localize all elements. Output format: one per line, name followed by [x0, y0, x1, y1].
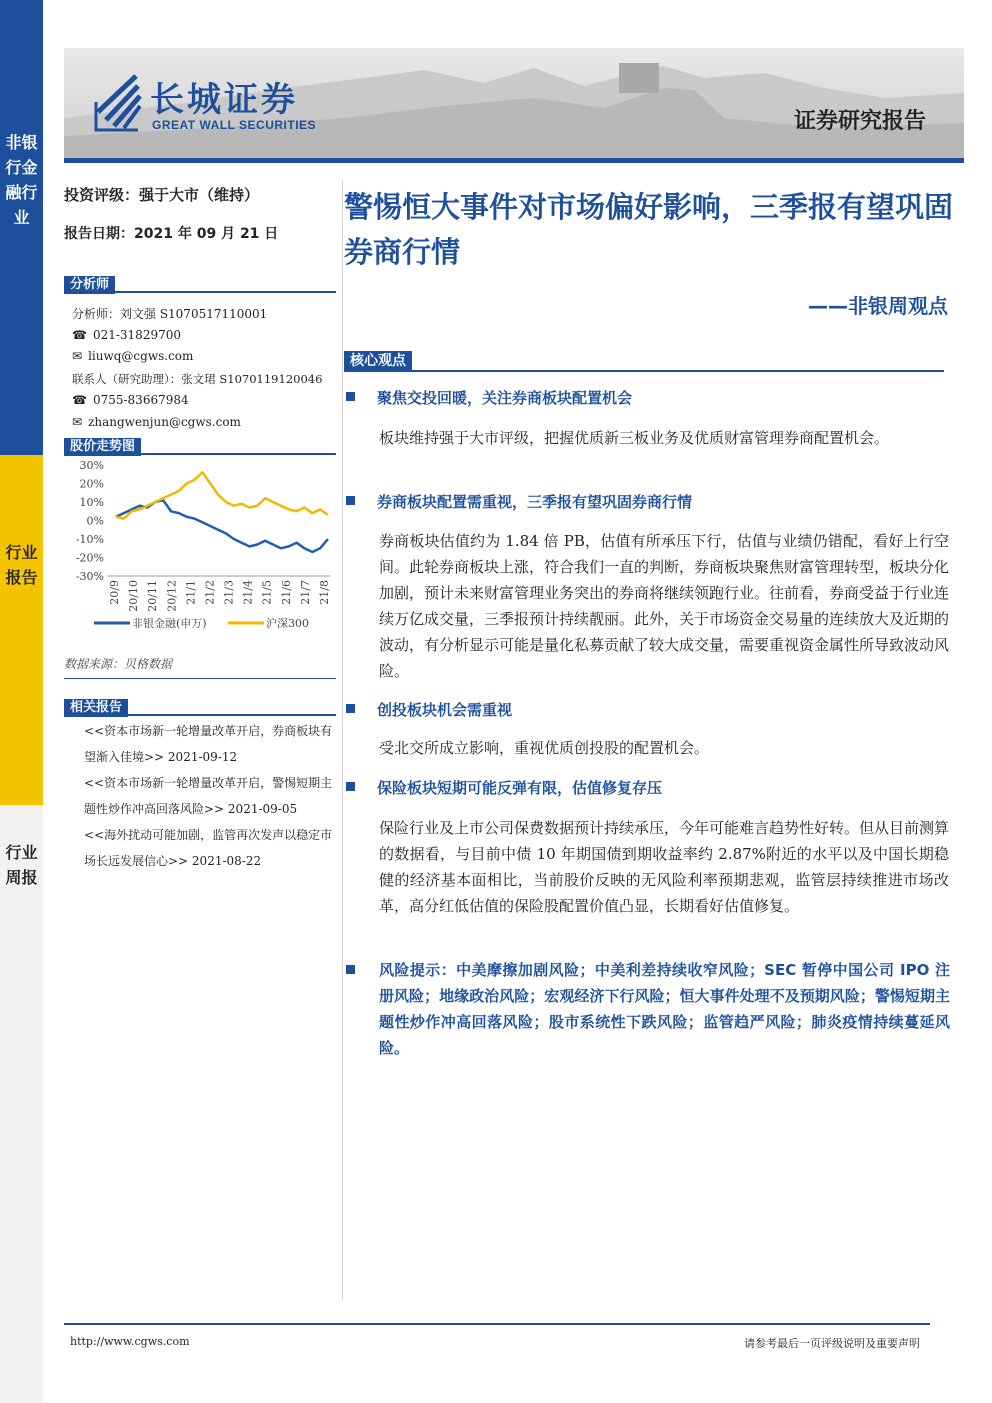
section-4-heading: 保险板块短期可能反弹有限，估值修复存压	[346, 775, 950, 801]
series-line-1	[116, 500, 328, 552]
series-line-2	[116, 472, 328, 518]
stock-price-chart	[64, 455, 336, 633]
y-tick-label: -20%	[75, 551, 104, 565]
section-2-heading: 券商板块配置需重视，三季报有望巩固券商行情	[346, 489, 950, 515]
y-tick-label: 0%	[86, 514, 104, 528]
bullet-square-icon	[346, 965, 355, 974]
analyst-email[interactable]: ✉ liuwq@cgws.com	[72, 349, 194, 363]
chart-source-divider	[64, 678, 336, 679]
section-2-text: 券商板块估值约为 1.84 倍 PB，估值有所承压下行，估值与业绩仍错配，看好上行空间。此轮券商板块上涨，符合我们一直的判断，券商板块聚焦财富管理转型，板块分化加剧，预计未来财富管理业务突出的券商将继续领跑行业。往前看，券商受益于行业连续万亿成交量，三季报预计持续靓丽。此外，关于市场资金交易量的连续放大及近期的波动，有分析显示可能是量化私募贡献了较大成交量，需要重视资金属性所导致波动风险。	[379, 532, 950, 680]
report-kind-label: 行业报告	[5, 543, 38, 587]
report-subtitle: ——非银周观点	[808, 294, 948, 318]
contact-phone: ☎ 0755-83667984	[72, 393, 189, 407]
company-name-en: GREAT WALL SECURITIES	[152, 118, 317, 132]
section-1-text: 板块维持强于大市评级，把握优质新三板业务及优质财富管理券商配置机会。	[379, 429, 890, 447]
related-heading: 相关报告	[64, 696, 336, 716]
contact-name: 联系人（研究助理）：张文珺 S1070119120046	[72, 372, 323, 386]
x-tick-label: 21/8	[318, 580, 331, 605]
report-frequency-label: 行业周报	[5, 843, 38, 887]
header-divider	[64, 158, 964, 163]
y-tick-label: -30%	[75, 570, 104, 583]
industry-label: 非银行金融行业	[5, 133, 38, 227]
y-tick-label: 20%	[79, 477, 104, 491]
related-report-2[interactable]: <<资本市场新一轮增量改革开启，警惕短期主题性炒作冲高回落风险>> 2021-09-05	[84, 776, 333, 816]
footer-divider	[64, 1323, 930, 1325]
bullet-square-icon	[346, 392, 355, 401]
mail-icon: ✉	[72, 349, 83, 363]
phone-icon: ☎	[72, 393, 87, 407]
section-3-text: 受北交所成立影响，重视优质创投股的配置机会。	[379, 739, 710, 757]
report-date: 报告日期：2021 年 09 月 21 日	[64, 226, 279, 242]
y-tick-label: 10%	[79, 496, 104, 509]
legend-label-1: 非银金融(申万)	[132, 617, 207, 630]
chart-source: 数据来源：贝格数据	[64, 657, 173, 671]
section-3-heading: 创投板块机会需重视	[346, 697, 950, 723]
legend-label-2: 沪深300	[266, 617, 309, 630]
analyst-name: 分析师：刘文强 S1070517110001	[72, 307, 268, 321]
x-tick-label: 20/11	[146, 580, 160, 612]
x-tick-label: 21/7	[298, 580, 312, 605]
x-tick-label: 21/4	[241, 580, 255, 605]
section-1-heading: 聚焦交投回暖，关注券商板块配置机会	[346, 385, 950, 411]
x-tick-label: 21/5	[260, 580, 274, 605]
bullet-square-icon	[346, 496, 355, 505]
bullet-square-icon	[346, 782, 355, 791]
analyst-phone: ☎ 021-31829700	[72, 328, 181, 342]
mail-icon: ✉	[72, 415, 83, 429]
x-tick-label: 21/2	[203, 580, 217, 605]
x-tick-label: 20/9	[108, 580, 121, 605]
x-tick-label: 21/3	[222, 580, 236, 605]
core-view-heading: 核心观点	[344, 350, 944, 372]
x-tick-label: 21/6	[279, 580, 293, 605]
company-logo-icon	[92, 72, 142, 132]
contact-email[interactable]: ✉ zhangwenjun@cgws.com	[72, 415, 241, 429]
x-tick-label: 21/1	[184, 580, 198, 605]
section-4-text: 保险行业及上市公司保费数据预计持续承压，今年可能难言趋势性好转。但从目前测算的数据看，与目前中债 10 年期国债到期收益率约 2.87%附近的水平以及中国长期稳健的经济基本面相比，当前股价反映的无风险利率预期悲观，监管层持续推进市场改革，高分红低估值的保险股配置价值凸显，长期看好估值修复。	[379, 819, 950, 915]
y-tick-label: -10%	[75, 533, 104, 546]
related-report-3[interactable]: <<海外扰动可能加剧，监管再次发声以稳定市场长远发展信心>> 2021-08-22	[84, 828, 333, 868]
investment-rating: 投资评级：强于大市（维持）	[64, 186, 260, 204]
footer-website-link[interactable]: http://www.cgws.com	[70, 1335, 190, 1348]
risk-warning: 风险提示：中美摩擦加剧风险；中美利差持续收窄风险；SEC 暂停中国公司 IPO 注册风险；地缘政治风险；宏观经济下行风险；恒大事件处理不及预期风险；警惕短期主题性炒作冲高回落风险；股市系统性下跌风险；监管趋严风险；肺炎疫情持续蔓延风险。	[346, 957, 950, 1061]
side-band-yellow	[0, 455, 43, 805]
side-band-blue	[0, 0, 43, 455]
x-tick-label: 20/12	[165, 580, 179, 612]
report-type-label: 证券研究报告	[793, 109, 926, 134]
footer-disclaimer: 请参考最后一页评级说明及重要声明	[744, 1337, 920, 1350]
y-tick-label: 30%	[79, 459, 104, 472]
related-report-1[interactable]: <<资本市场新一轮增量改革开启，券商板块有望渐入佳境>> 2021-09-12	[84, 724, 333, 764]
phone-icon: ☎	[72, 328, 87, 342]
bullet-square-icon	[346, 704, 355, 713]
company-name-cn: 长城证券	[150, 80, 298, 120]
column-divider	[342, 180, 343, 1300]
chart-heading: 股价走势图	[64, 435, 336, 455]
x-tick-label: 20/10	[127, 580, 141, 612]
analyst-heading: 分析师	[64, 273, 336, 293]
report-title: 警惕恒大事件对市场偏好影响，三季报有望巩固券商行情	[344, 190, 954, 269]
